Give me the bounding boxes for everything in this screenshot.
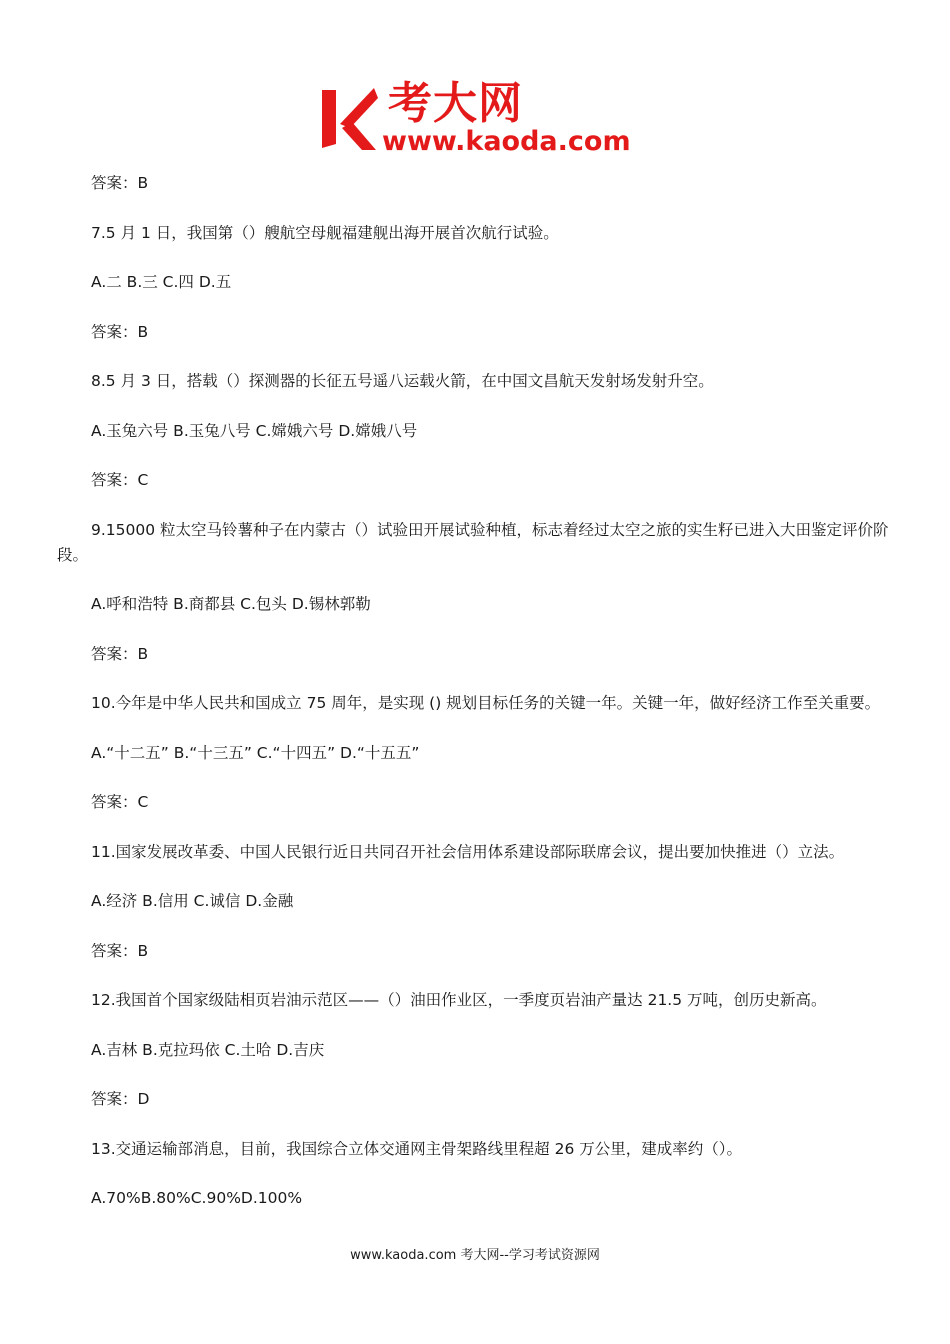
answer-11: 答案：B xyxy=(91,941,149,960)
question-13: 13.交通运输部消息，目前，我国综合立体交通网主骨架路线里程超 26 万公里，建成率约（）。 xyxy=(91,1139,742,1158)
question-8: 8.5 月 3 日，搭载（）探测器的长征五号遥八运载火箭，在中国文昌航天发射场发射升空。 xyxy=(91,372,714,390)
options-8: A.玉兔六号 B.玉兔八号 C.嫦娥六号 D.嫦娥八号 xyxy=(91,421,418,440)
question-10: 10.今年是中华人民共和国成立 75 周年，是实现 () 规划目标任务的关键一年。关键一年，做好经济工作至关重要。 xyxy=(91,694,881,712)
options-12: A.吉林 B.克拉玛依 C.土哈 D.吉庆 xyxy=(91,1040,325,1059)
answer-9: 答案：B xyxy=(91,644,149,663)
answer-7: 答案：B xyxy=(91,322,149,341)
answer-10: 答案：C xyxy=(91,793,149,811)
answer-12: 答案：D xyxy=(91,1090,150,1108)
question-11: 11.国家发展改革委、中国人民银行近日共同召开社会信用体系建设部际联席会议，提出要加快推进（）立法。 xyxy=(91,842,845,861)
options-10: A.“十二五” B.“十三五” C.“十四五” D.“十五五” xyxy=(91,743,420,762)
options-13: A.70%B.80%C.90%D.100% xyxy=(91,1189,303,1207)
question-12: 12.我国首个国家级陆相页岩油示范区——（）油田作业区，一季度页岩油产量达 21.5 万吨，创历史新高。 xyxy=(91,991,827,1009)
k-logo-icon xyxy=(318,84,380,154)
question-9: 9.15000 粒太空马铃薯种子在内蒙古（）试验田开展试验种植，标志着经过太空之旅的实生籽已进入大田鉴定评价阶段。 xyxy=(57,520,889,564)
options-11: A.经济 B.信用 C.诚信 D.金融 xyxy=(91,892,294,910)
answer-line: 答案：B xyxy=(91,174,149,192)
options-7: A.二 B.三 C.四 D.五 xyxy=(91,273,232,291)
document-body xyxy=(57,171,895,1236)
page-footer: www.kaoda.com 考大网--学习考试资源网 xyxy=(350,1248,600,1263)
kaoda-logo xyxy=(318,80,648,162)
answer-8: 答案：C xyxy=(91,471,149,489)
logo-brand-text: 考大网 xyxy=(388,78,523,129)
options-9: A.呼和浩特 B.商都县 C.包头 D.锡林郭勒 xyxy=(91,595,371,613)
logo-url-text: www.kaoda.com xyxy=(382,126,631,157)
question-7: 7.5 月 1 日，我国第（）艘航空母舰福建舰出海开展首次航行试验。 xyxy=(91,223,559,242)
